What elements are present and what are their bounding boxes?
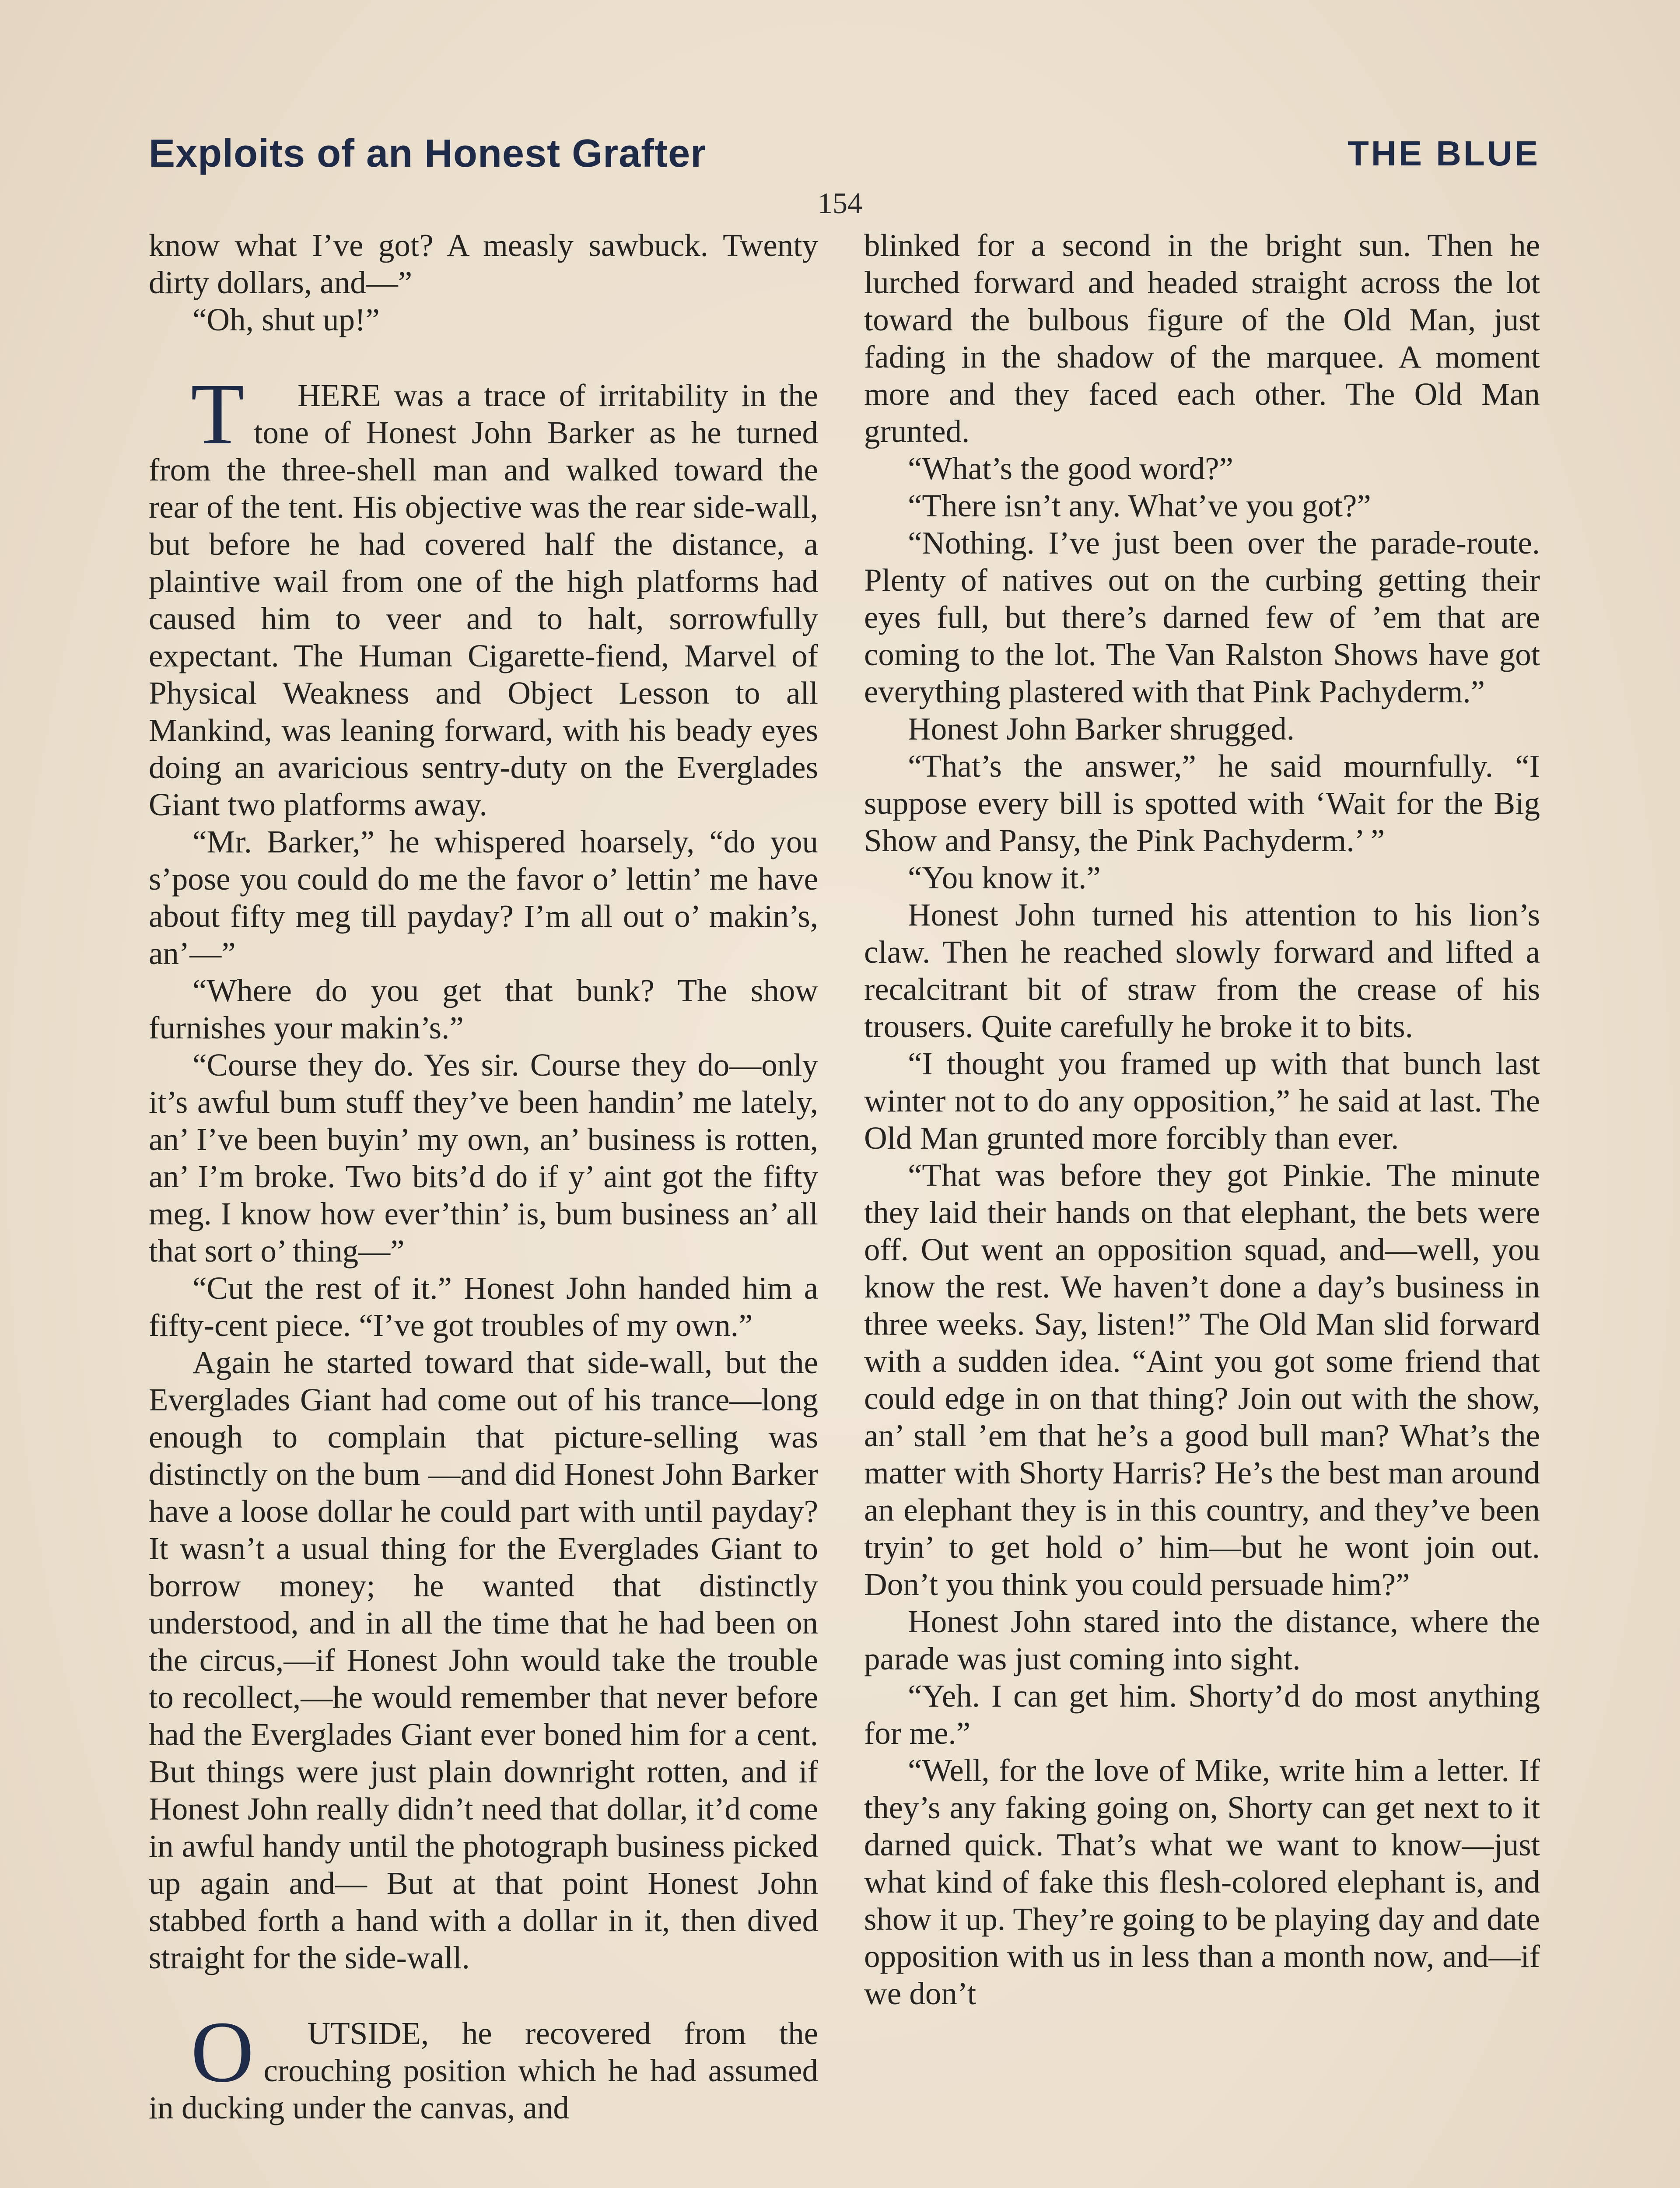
paragraph: “Oh, shut up!” bbox=[192, 302, 380, 337]
paragraph: “Mr. Barker,” he whispered hoarsely, “do you s’pose you could do me the favor o’ lettin’ me have about fifty meg till payday? I’m all out o’ makin’s, an’—” bbox=[149, 824, 818, 971]
paragraph: “That was before they got Pinkie. The minute they laid their hands on that elephant, the bets were off. Out went an opposition squad, and—well, you know the rest. We haven’t done a day’s business in three weeks. Say, listen!” The Old Man slid forward with a sudden idea. “Aint you got some friend that could edge in on that thing? Join out with the show, an’ stall ’em that he’s a good bull man? What’s the matter with Shorty Harris? He’s the best man around an elephant they is in this country, and they’ve been tryin’ to get hold o’ him—but he wont join out. Don’t you think you could persuade him?” bbox=[864, 1157, 1540, 1602]
drop-cap: O bbox=[191, 2004, 254, 2100]
paragraph: “Where do you get that bunk? The show furnishes your makin’s.” bbox=[149, 973, 818, 1045]
paragraph: know what I’ve got? A measly sawbuck. Twenty dirty dollars, and—” bbox=[149, 228, 818, 300]
paragraph: “I thought you framed up with that bunch last winter not to do any opposition,” he said at last. The Old Man grunted more forcibly than ever. bbox=[864, 1046, 1540, 1156]
section-break bbox=[149, 338, 818, 377]
paragraph: Honest John turned his attention to his lion’s claw. Then he reached slowly forward and lifted a recalcitrant bit of straw from the crease of his trousers. Quite carefully he broke it to bits. bbox=[864, 897, 1540, 1044]
paragraph: blinked for a second in the bright sun. Then he lurched forward and headed straight across the lot toward the bulbous figure of the Old Man, just fading in the shadow of the marquee. A moment more and they faced each other. The Old Man grunted. bbox=[864, 228, 1540, 449]
paragraph: “Nothing. I’ve just been over the parade-route. Plenty of natives out on the curbing getting their eyes full, but there’s darned few of ’em that are coming to the lot. The Van Ralston Shows have got everything plastered with that Pink Pachyderm.” bbox=[864, 525, 1540, 709]
paragraph: Again he started toward that side-wall, but the Everglades Giant had come out of his trance—long enough to complain that picture-selling was distinctly on the bum —and did Honest John Barker have a loose dollar he could part with until payday? It wasn’t a usual thing for the Everglades Giant to borrow money; he wanted that distinctly understood, and in all the time that he had been on the circus,—if Honest John would take the trouble to recollect,—he would remember that never before had the Everglades Giant ever boned him for a cent. But things were just plain downright rotten, and if Honest John really didn’t need that dollar, it’d come in awful handy until the photograph business picked up again and— But at that point Honest John stabbed forth a hand with a dollar in it, then dived straight for the side-wall. bbox=[149, 1345, 818, 1975]
story-title: Exploits of an Honest Grafter bbox=[149, 132, 707, 175]
paragraph: “What’s the good word?” bbox=[908, 451, 1233, 486]
drop-cap: T bbox=[191, 366, 245, 463]
section-text: UTSIDE, he recovered from the crouching position which he had assumed in ducking under the canvas, and bbox=[149, 2016, 818, 2125]
section-text: HERE was a trace of irritability in the tone of Honest John Barker as he turned from the three-shell man and walked toward the rear of the tent. His objective was the rear side-wall, but before he had covered half the distance, a plaintive wail from one of the high platforms had caused him to veer and to halt, sorrowfully expectant. The Human Cigarette-fiend, Marvel of Physical Weakness and Object Lesson to all Mankind, was leaning forward, with his beady eyes doing an avaricious sentry-duty on the Everglades Giant two platforms away. bbox=[149, 378, 818, 822]
paragraph: “You know it.” bbox=[908, 860, 1101, 895]
right-column bbox=[864, 227, 1540, 2012]
paragraph: “Well, for the love of Mike, write him a letter. If they’s any faking going on, Shorty can get next to it darned quick. That’s what we want to know—just what kind of fake this flesh-colored elephant is, and show it up. They’re going to be playing day and date opposition with us in less than a month now, and—if we don’t bbox=[864, 1753, 1540, 2011]
section-paragraph bbox=[149, 2004, 818, 2126]
left-column bbox=[149, 227, 818, 2126]
paragraph: Honest John stared into the distance, where the parade was just coming into sight. bbox=[864, 1604, 1540, 1676]
paragraph: “That’s the answer,” he said mournfully. “I suppose every bill is spotted with ‘Wait for the Big Show and Pansy, the Pink Pachyderm.’ ” bbox=[864, 748, 1540, 858]
paragraph: “Yeh. I can get him. Shorty’d do most anything for me.” bbox=[864, 1678, 1540, 1751]
page-number: 154 bbox=[818, 186, 862, 220]
magazine-name: THE BLUE bbox=[1348, 134, 1540, 173]
paragraph: “There isn’t any. What’ve you got?” bbox=[908, 488, 1371, 523]
paragraph: “Course they do. Yes sir. Course they do—only it’s awful bum stuff they’ve been handin’ me lately, an’ I’ve been buyin’ my own, an’ business is rotten, an’ I’m broke. Two bits’d do if y’ aint got the fifty meg. I know how ever’thin’ is, bum business an’ all that sort o’ thing—” bbox=[149, 1047, 818, 1269]
section-paragraph bbox=[149, 366, 818, 823]
paragraph: “Cut the rest of it.” Honest John handed him a fifty-cent piece. “I’ve got troubles of my own.” bbox=[149, 1270, 818, 1343]
paragraph: Honest John Barker shrugged. bbox=[908, 711, 1295, 747]
